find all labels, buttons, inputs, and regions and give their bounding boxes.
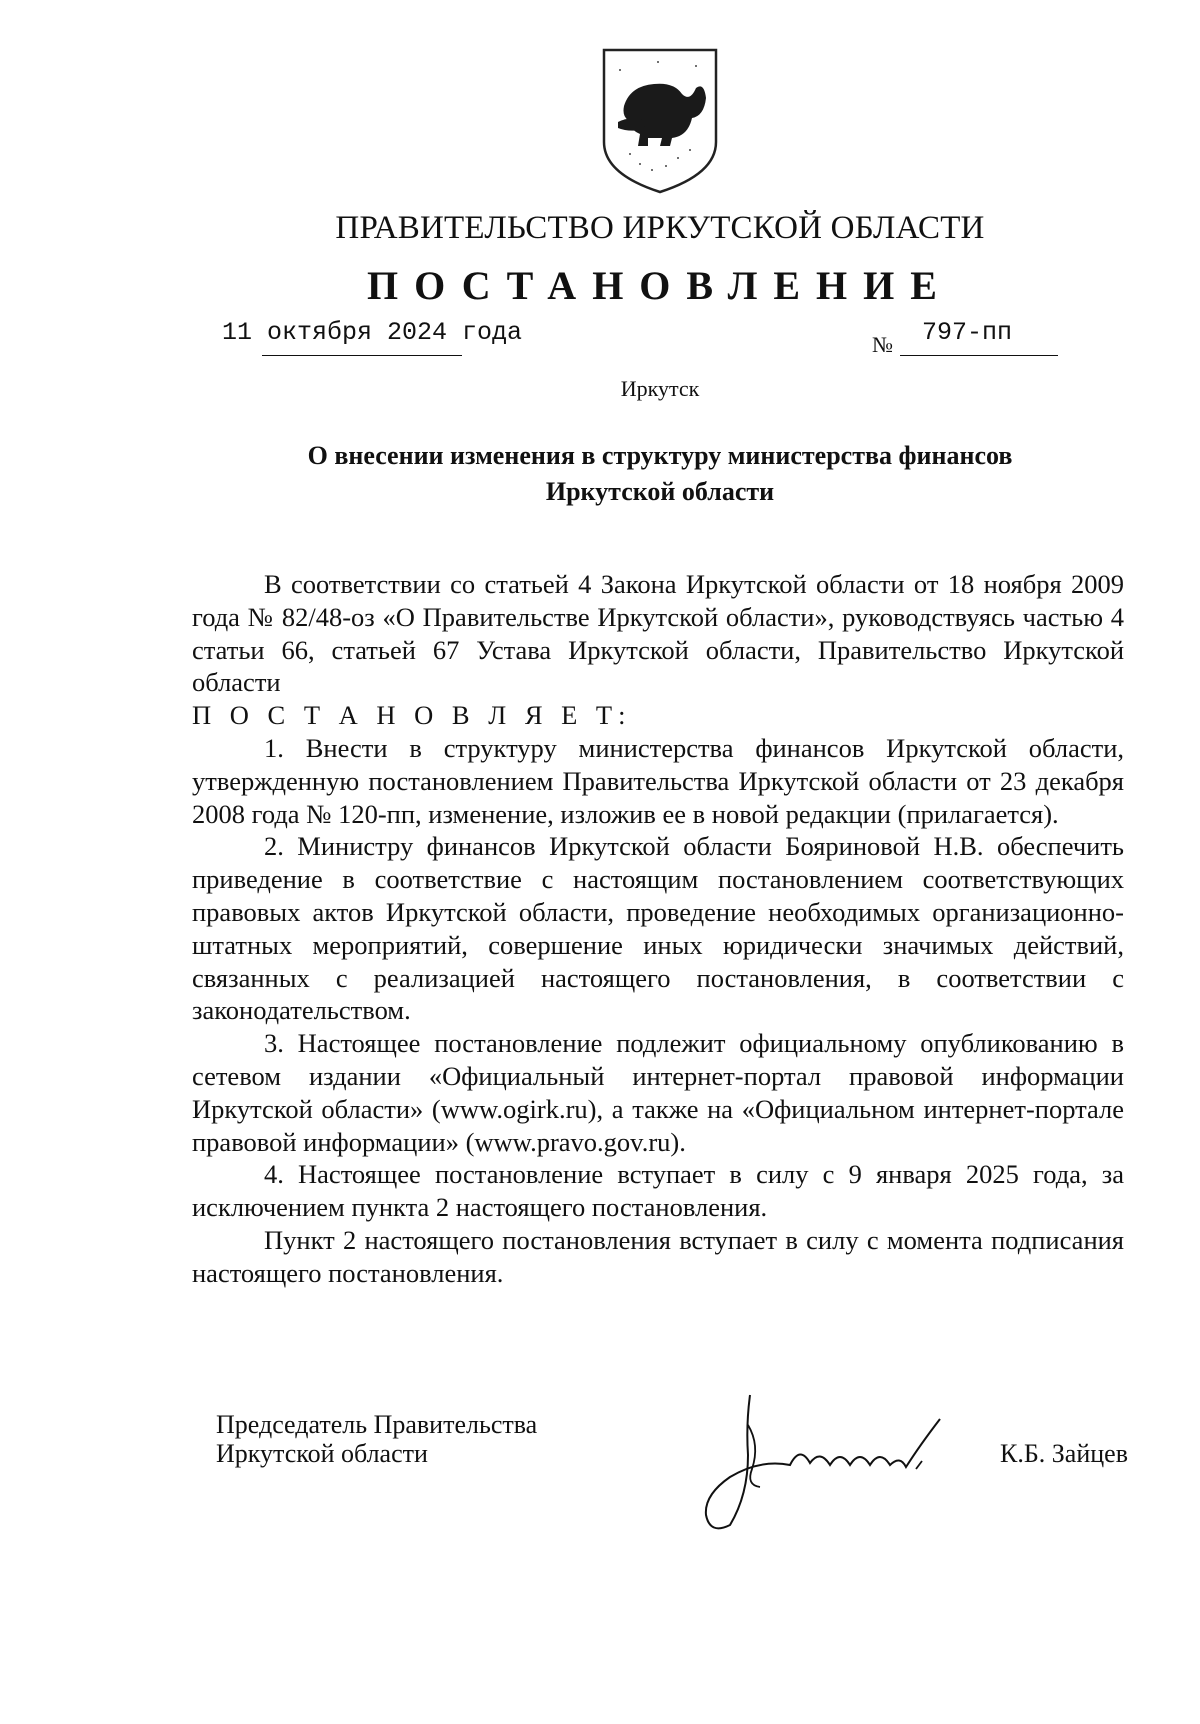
document-body xyxy=(192,568,1124,1290)
date-underline xyxy=(262,355,462,356)
item-3-paragraph: 3. Настоящее постановление подлежит официальному опубликованию в сетевом издании «Официальный интернет-портал правовой информации Иркутской области» (www.ogirk.ru), а также на «Официальном интернет-портале правовой информации» (www.pravo.gov.ru). xyxy=(192,1028,1124,1157)
item-4-paragraph: 4. Настоящее постановление вступает в силу с 9 января 2025 года, за исключением пункта 2 настоящего постановления. xyxy=(192,1159,1124,1223)
handwritten-signature xyxy=(690,1385,970,1535)
document-title xyxy=(0,438,1200,510)
item-1-paragraph: 1. Внести в структуру министерства финансов Иркутской области, утвержденную постановлением Правительства Иркутской области от 23 декабря 2008 года № 120-пп, изменение, изложив ее в новой редакции (прилагается). xyxy=(192,732,1124,829)
document-number: 797-пп xyxy=(922,318,1013,347)
document-type: ПОСТАНОВЛЕНИЕ xyxy=(367,263,953,308)
coat-of-arms-icon xyxy=(600,46,720,196)
city: Иркутск xyxy=(620,376,700,401)
title-line-1: О внесении изменения в структуру министерства финансов xyxy=(307,441,1013,470)
resolves-heading: П О С Т А Н О В Л Я Е Т: xyxy=(192,700,632,731)
preamble-paragraph: В соответствии со статьей 4 Закона Иркутской области от 18 ноября 2009 года № 82/48-оз «О Правительстве Иркутской области», руководствуясь частью 4 статьи 66, статьей 67 Устава Иркутской области, Правительство Иркутской области xyxy=(192,569,1124,698)
signer-position-line-1: Председатель Правительства xyxy=(216,1410,538,1439)
organization-name: ПРАВИТЕЛЬСТВО ИРКУТСКОЙ ОБЛАСТИ xyxy=(335,210,985,246)
number-sign: № xyxy=(872,332,893,357)
number-underline xyxy=(900,355,1058,356)
item-4-note-paragraph: Пункт 2 настоящего постановления вступает в силу с момента подписания настоящего постановления. xyxy=(192,1224,1124,1288)
document-date: 11 октября 2024 года xyxy=(222,318,523,347)
signer-name: К.Б. Зайцев xyxy=(1000,1439,1128,1468)
title-line-2: Иркутской области xyxy=(545,477,775,506)
item-2-paragraph: 2. Министру финансов Иркутской области Бояриновой Н.В. обеспечить приведение в соответствие с настоящим постановлением соответствующих правовых актов Иркутской области, проведение необходимых организационно-штатных мероприятий, совершение иных юридически значимых действий, связанных с реализацией настоящего постановления, в соответствии с законодательством. xyxy=(192,831,1124,1026)
signer-position xyxy=(216,1410,537,1468)
signer-position-line-2: Иркутской области xyxy=(216,1439,428,1468)
